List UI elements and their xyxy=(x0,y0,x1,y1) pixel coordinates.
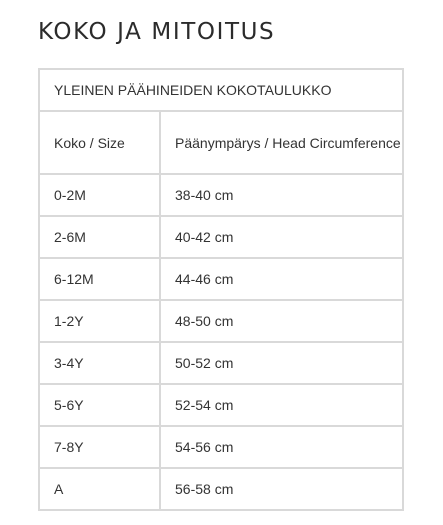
cell-circumference: 44-46 cm xyxy=(161,259,404,301)
table-row xyxy=(40,301,404,343)
size-chart-table xyxy=(38,68,404,511)
cell-circumference: 54-56 cm xyxy=(161,427,404,469)
cell-size: 1-2Y xyxy=(40,301,161,343)
table-row xyxy=(40,343,404,385)
table-row xyxy=(40,427,404,469)
cell-size: 2-6M xyxy=(40,217,161,259)
cell-size: 5-6Y xyxy=(40,385,161,427)
header-circumference: Päänympärys / Head Circumference xyxy=(161,112,404,175)
table-header-row xyxy=(40,112,404,175)
table-row xyxy=(40,469,404,511)
table-caption-row xyxy=(40,70,404,112)
table-row xyxy=(40,259,404,301)
table-row xyxy=(40,175,404,217)
cell-circumference: 48-50 cm xyxy=(161,301,404,343)
table-row xyxy=(40,385,404,427)
header-size: Koko / Size xyxy=(40,112,161,175)
cell-size: 7-8Y xyxy=(40,427,161,469)
cell-circumference: 38-40 cm xyxy=(161,175,404,217)
cell-circumference: 56-58 cm xyxy=(161,469,404,511)
page-title: KOKO JA MITOITUS xyxy=(38,19,276,45)
table-row xyxy=(40,217,404,259)
table-caption: YLEINEN PÄÄHINEIDEN KOKOTAULUKKO xyxy=(40,70,404,112)
cell-circumference: 40-42 cm xyxy=(161,217,404,259)
cell-size: 0-2M xyxy=(40,175,161,217)
cell-size: 6-12M xyxy=(40,259,161,301)
cell-circumference: 52-54 cm xyxy=(161,385,404,427)
cell-size: A xyxy=(40,469,161,511)
cell-circumference: 50-52 cm xyxy=(161,343,404,385)
cell-size: 3-4Y xyxy=(40,343,161,385)
